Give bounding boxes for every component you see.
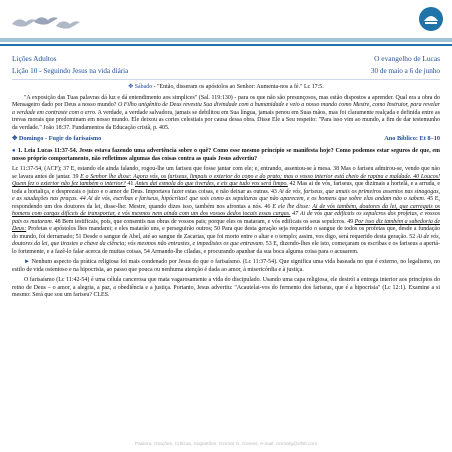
passage-italic: 47 Ai de vós que edificais os sepulcros dos profetas, e vossos pais os mataram. (12, 211, 441, 225)
intro-paragraph (12, 95, 440, 133)
passage-italic: Ai de vós, doutores da lei, que tirastes a chave da ciência; vós mesmos não entrastes, e impedistes os que entravam. (12, 233, 441, 247)
arrow-right-icon: ► (24, 259, 30, 265)
series-title: Lições Adultos (12, 54, 57, 63)
passage-italic: E ele lhe disse: (272, 203, 311, 210)
lesson-content (12, 84, 440, 303)
bible-passage (12, 166, 440, 256)
lesson-header (12, 67, 440, 80)
passage-text: 45 E, respondendo um dos doutores da lei, disse-lhe: Mestre, quando dizes isso, também nos afrontas a nós. 46 (12, 196, 440, 210)
commentary-text-1: Nenhum aspecto da prática religiosa foi mais condenado por Jesus do que o farisaísmo. (Lc 11:37-54). Que significa uma vida baseada no que é externo, no legalismo, no estilo de vida ostentoso e na hipocrisia, ao passo que pouca ou nenhuma atenção é dada ao amor, à misericórdia e à justiça. (12, 259, 441, 273)
lesson-date: 30 de maio a 6 de junho (370, 67, 440, 75)
question-paragraph (12, 148, 440, 163)
question-text: Leia Lucas 11:37-54. Jesus estava fazendo uma advertência sobre o quê? Como esse mesmo princípio se manifesta hoje? Como podemos estar seguros de que, em nosso próprio comportamento, não refletimos algumas das coisas contra as quais Jesus advertiu? (12, 148, 441, 162)
bullet-icon: ● (12, 148, 16, 154)
page-footer: Palavra, Orações, Críticas, Sugestões: Ocimar G. Gomes, e-mail: ocimarg@ofsit.com (134, 442, 318, 447)
intro-text-italic: O Filho unigênito de Deus revestiu Sua divindade com a humanidade e veio a nosso mundo como Mestre, como Instrutor, para revelar a verdade em contraste com o erro. (12, 102, 441, 116)
passage-underlined: Ai de vós também, doutores da lei, que carregais os homens com cargas difíceis de transportar, e vós mesmos nem ainda com um dos vossos dedos tocais essas cargas. (12, 203, 440, 217)
diamond-icon: ✥ (128, 84, 134, 90)
sabado-line (12, 84, 440, 92)
passage-text: 53 E, dizendo-lhes ele isto, começaram os escribas e os fariseus a apertá-lo fortemente, e a fazê-lo falar acerca de muitas coisas, 54 Armando-lhe ciladas, e procurando apanhar da sua boca alguma coisa para o acusarem. (12, 241, 441, 255)
domingo-label: Domingo - Fugir do farisaísmo (18, 135, 102, 142)
commentary-text-2: O farisaísmo (Lc 11:42-54) é uma célula cancerosa que mata vagarosamente a vida do discipulado. Usando uma capa religiosa, ele destrói a entrega interior aos princípios do reino de Deus – o amor, a alegria, a paz, a obediência e a justiça. Portanto, Jesus advertiu: "Acautelai-vos do fermento dos fariseus, que é a hipocrisia" (Lc 12:1). Examine a si mesmo: Será que sou um fariseu? CLES. (12, 277, 440, 298)
domingo-reading: Ano Bíblico: Et 8–10 (384, 135, 440, 142)
sabado-verse: - "Então, disseram os apóstolos ao Senhor: Aumenta-nos a fé." Lc 17:5. (153, 84, 324, 90)
domingo-heading (12, 135, 440, 145)
doves-icon (10, 10, 90, 36)
intro-text-2: A verdade, a verdade salvadora, jamais se debilitou em Sua língua, jamais penou em Suas mãos, mas foi claramente realçada e definida entre as trevas morais que predominam em nosso mundo. Ele deixou as cortes celestiais por causa dessa obra. Disse Ele a Seu respeito: "Para isso vim ao mundo, a fim de dar testemunho da verdade." João 18:37. Fundamentos da Educação cristã, p. 405. (12, 109, 440, 131)
publisher-logo-icon (418, 6, 444, 32)
passage-italic: Antes dai esmola do que tiverdes, e eis que tudo vos será limpo. (134, 181, 288, 187)
passage-text: Lc 11:37-54, (ACF); 37 E, estando ele ainda falando, rogou-lhe um fariseu que fosse jantar com ele; e, entrando, assentou-se à mesa. 38 Mas o fariseu admirou-se, vendo que não se lavara antes de jantar. 39 (12, 166, 440, 180)
commentary-paragraph-1 (12, 259, 440, 274)
commentary-paragraph-2 (12, 277, 440, 300)
passage-italic: Ai de vós, fariseus, que amais os primeiros assentos nas sinagogas, e as saudações nas praças. 44 Ai de vós, escribas e fariseus, hipócritas! que sois como as sepulturas que não aparecem, e os homens que sobre elas andam não o sabem. (12, 188, 440, 202)
book-title: O evangelho de Lucas (374, 54, 440, 63)
diamond-icon: ✥ (12, 135, 18, 142)
page-banner (0, 0, 452, 50)
passage-text: Profetas e apóstolos lhes mandarei; e eles matarão uns, e perseguirão outros; 50 Para que desta geração seja requerido o sangue de todos os profetas que, desde a fundação do mundo, foi derramado; 51 Desde o sangue de Abel, até ao sangue de Zacarias, que foi morto entre o altar e o templo; assim, vos digo, será requerido desta geração. 52 (12, 226, 441, 240)
passage-underlined: Por isso diz também a sabedoria de Deus: (12, 218, 441, 232)
passage-text: 48 Bem testificais, pois, que consentis nas obras de vossos pais; porque eles os mataram, e vós edificais os seus sepulcros. 49 (54, 218, 354, 225)
banner-band-light (0, 38, 452, 42)
sabado-label: Sábado (134, 84, 153, 90)
intro-text-1: "A exposição das Tuas palavras dá luz e dá entendimento aos simplices" (Sal. 119:130) - para os que não são presunçosos, mas estão dispostos a aprender. Qual era a obra do Mensageiro dado por Deus a nosso mundo? (12, 94, 440, 108)
question-number: 1. (17, 148, 23, 154)
lesson-title: Lição 10 - Seguindo Jesus na vida diária (12, 67, 129, 75)
running-header (12, 54, 440, 66)
banner-band-dark (0, 44, 452, 46)
passage-text: 42 Mas ai de vós, fariseus, que dizimais a hortelã, e a arruda, e toda a hortaliça, e desprezais o juízo e o amor de Deus. Importava fazer estas coisas, e não deixar as outras. 43 (12, 181, 440, 195)
passage-underlined: E o Senhor lhe disse: Agora vós, os fariseus, limpais o exterior do copo e do prato; mas o vosso interior está cheio de rapina e maldade. 40 Loucos! Quem fez o exterior não fez também o interior? (12, 173, 440, 187)
passage-text: 41 (127, 181, 134, 187)
